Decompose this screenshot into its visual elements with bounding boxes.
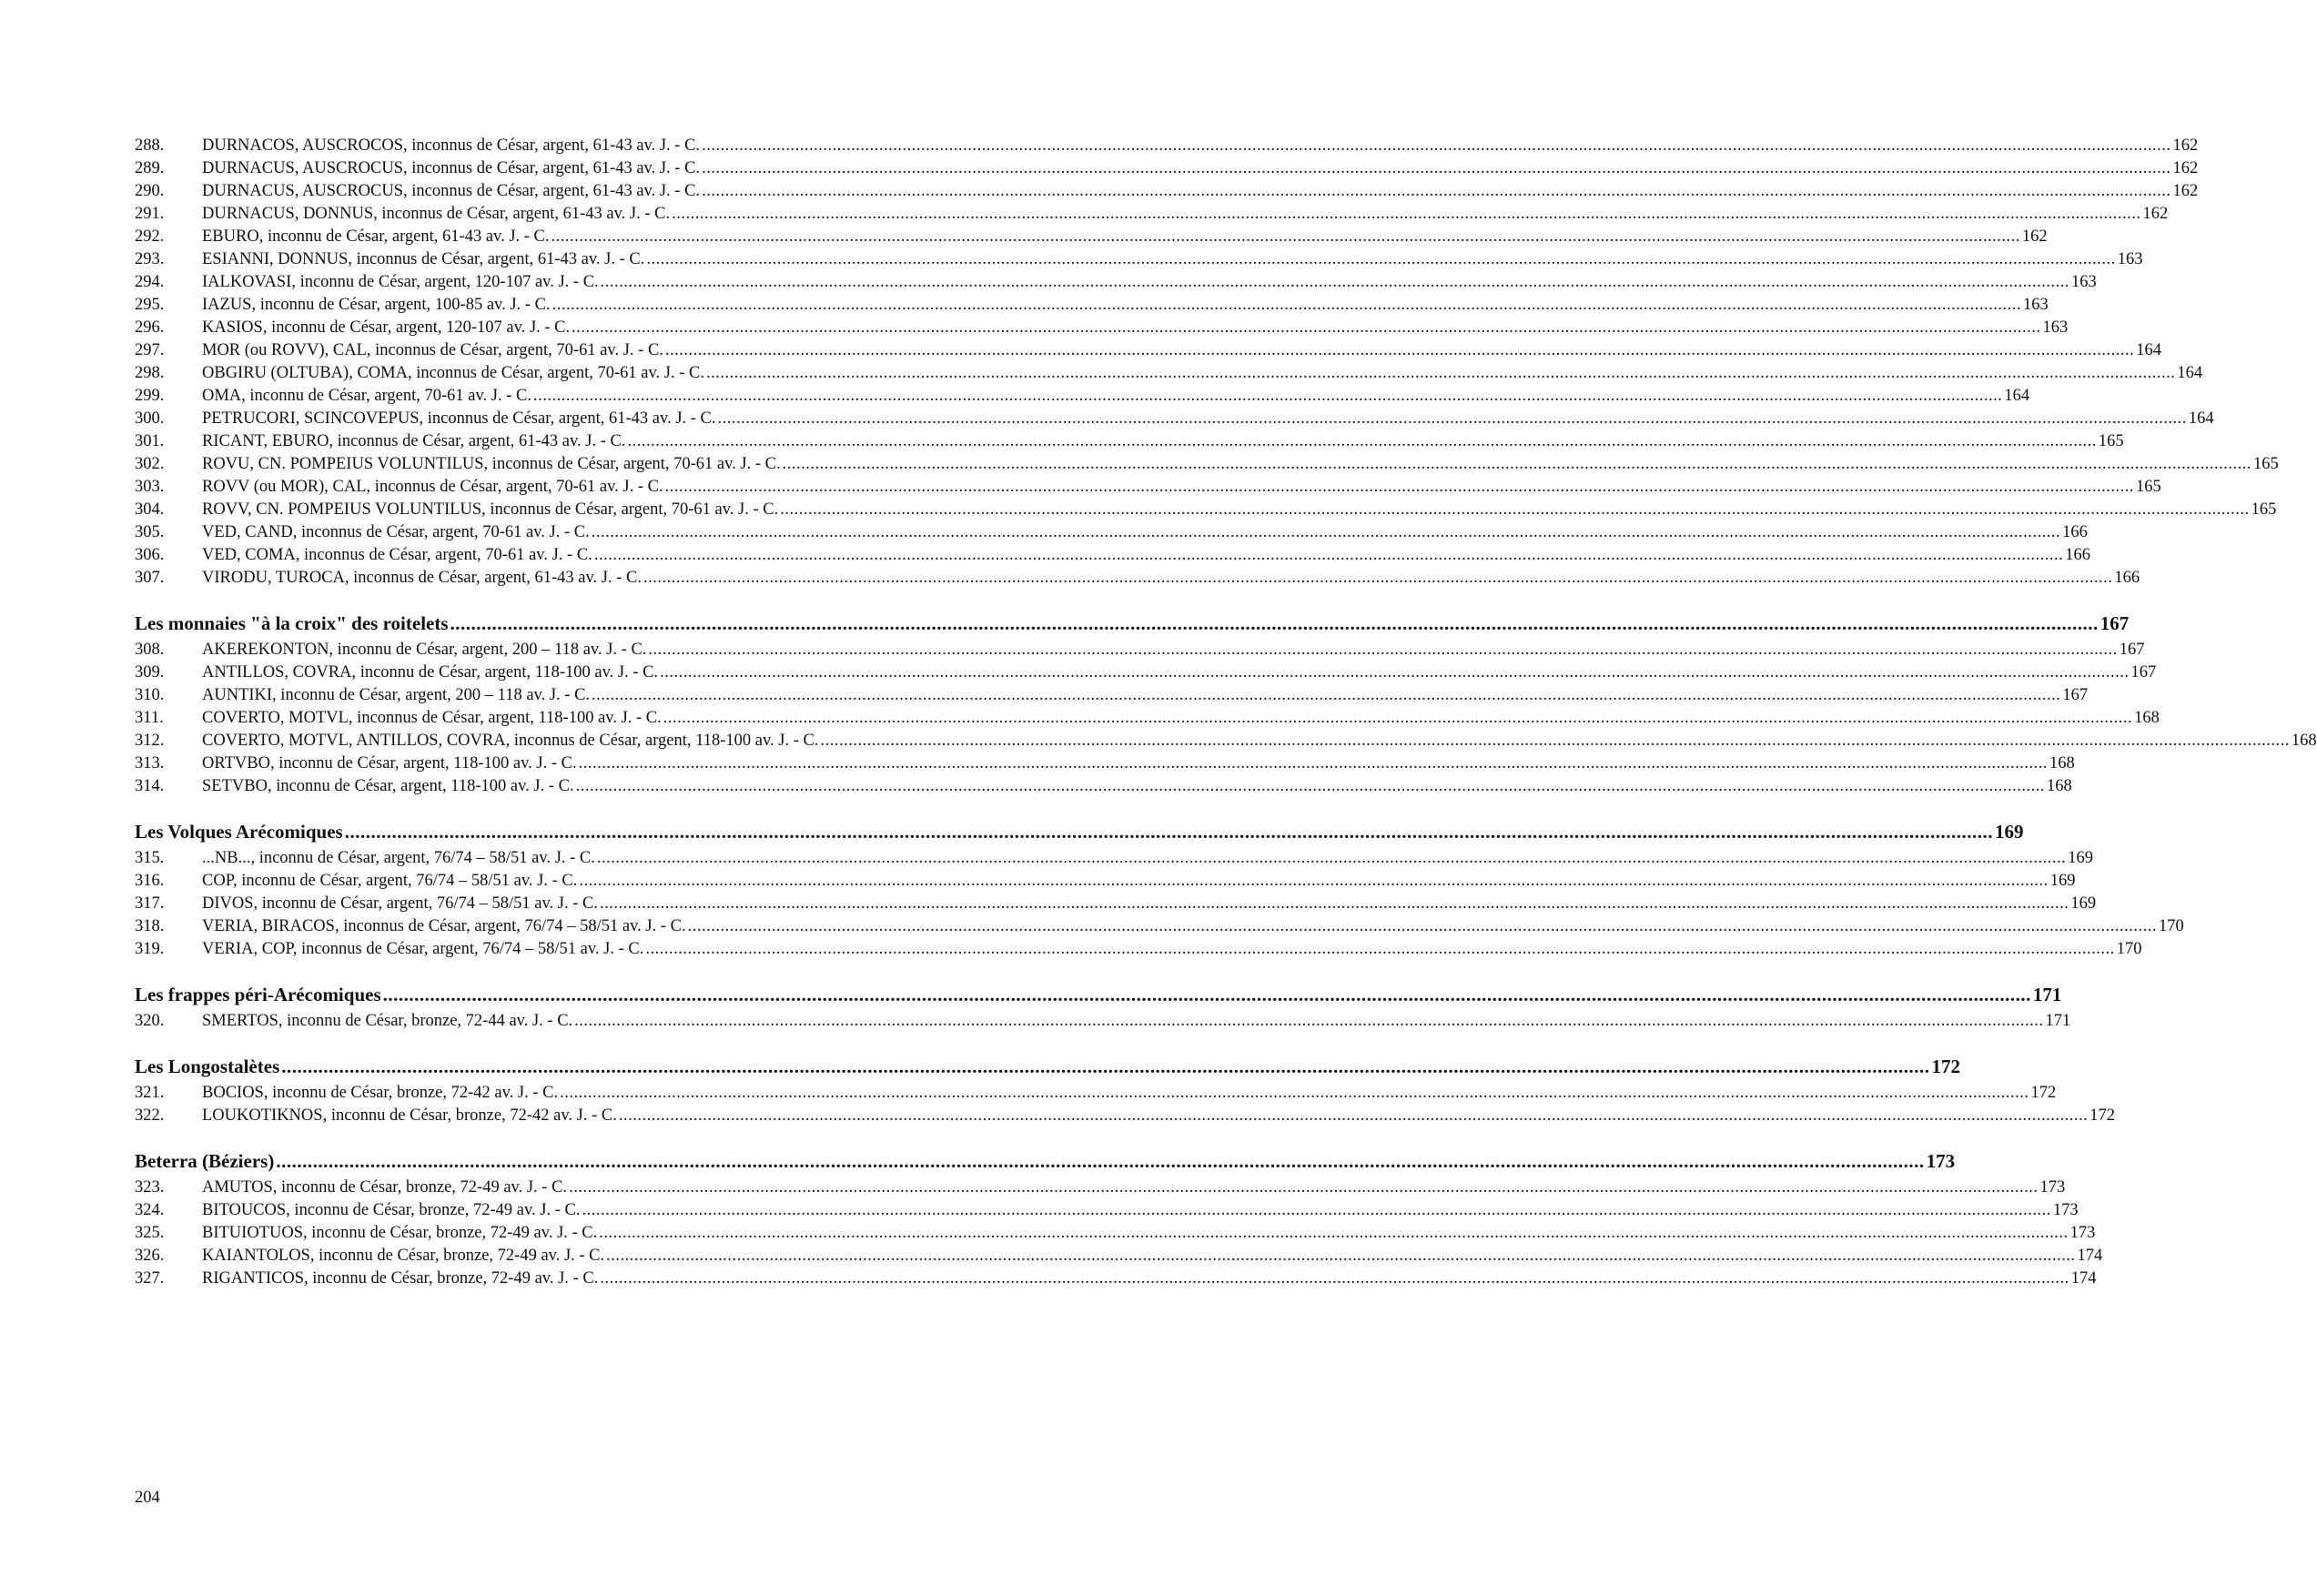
entry-number: 308. bbox=[135, 641, 165, 659]
entry-page: 166 bbox=[2114, 569, 2140, 587]
dot-leader bbox=[627, 430, 2096, 453]
dot-leader bbox=[574, 1010, 2043, 1033]
entry-number: 297. bbox=[135, 341, 165, 359]
section-title: Beterra (Béziers) bbox=[135, 1150, 275, 1172]
entry-title: DURNACUS, DONNUS, inconnus de César, argent, 61-43 av. J. - C. bbox=[202, 205, 671, 223]
dot-leader bbox=[619, 1105, 2088, 1127]
entry-page: 172 bbox=[2089, 1106, 2115, 1125]
entry-title: DURNACUS, AUSCROCUS, inconnus de César, argent, 61-43 av. J. - C. bbox=[202, 159, 701, 177]
entry-title: SMERTOS, inconnu de César, bronze, 72-44 av. J. - C. bbox=[202, 1012, 573, 1030]
toc-entry bbox=[135, 639, 2145, 662]
dot-leader bbox=[281, 1051, 1929, 1082]
dot-leader bbox=[276, 1146, 1924, 1177]
dot-leader bbox=[383, 979, 2031, 1010]
dot-leader bbox=[576, 775, 2045, 798]
entry-title: IAZUS, inconnu de César, argent, 100-85 av. J. - C. bbox=[202, 296, 551, 314]
entry-number: 288. bbox=[135, 136, 165, 155]
dot-leader bbox=[600, 1268, 2069, 1290]
entry-page: 172 bbox=[2030, 1084, 2057, 1102]
entry-number: 299. bbox=[135, 387, 165, 405]
entry-title: KASIOS, inconnu de César, argent, 120-107 av. J. - C. bbox=[202, 318, 571, 337]
entry-page: 164 bbox=[2177, 364, 2203, 382]
toc-entry bbox=[135, 476, 2161, 499]
dot-leader bbox=[572, 317, 2040, 339]
dot-leader bbox=[579, 753, 2048, 775]
entry-page: 166 bbox=[2065, 546, 2090, 564]
entry-page: 164 bbox=[2004, 387, 2030, 405]
entry-title: VERIA, COP, inconnus de César, argent, 76/74 – 58/51 av. J. - C. bbox=[202, 940, 644, 958]
dot-leader bbox=[702, 157, 2170, 180]
entry-page: 165 bbox=[2251, 500, 2277, 519]
entry-title: RICANT, EBURO, inconnus de César, argent, 61-43 av. J. - C. bbox=[202, 432, 626, 450]
dot-leader bbox=[648, 639, 2117, 662]
dot-leader bbox=[646, 248, 2115, 271]
entry-title: PETRUCORI, SCINCOVEPUS, inconnus de César, argent, 61-43 av. J. - C. bbox=[202, 409, 716, 428]
entry-page: 173 bbox=[2039, 1178, 2066, 1197]
dot-leader bbox=[820, 730, 2289, 753]
dot-leader bbox=[551, 226, 2020, 248]
dot-leader bbox=[552, 294, 2021, 317]
entry-number: 320. bbox=[135, 1012, 165, 1030]
dot-leader bbox=[645, 938, 2114, 961]
toc-entry bbox=[135, 294, 2049, 317]
toc-entry bbox=[135, 408, 2214, 430]
entry-page: 167 bbox=[2130, 663, 2157, 682]
toc-entry bbox=[135, 362, 2203, 385]
entry-page: 163 bbox=[2042, 318, 2069, 337]
section-page: 167 bbox=[2099, 612, 2130, 634]
entry-page: 162 bbox=[2142, 205, 2169, 223]
toc-entry bbox=[135, 544, 2090, 567]
section-heading bbox=[135, 1051, 1960, 1082]
entry-page: 165 bbox=[2135, 478, 2161, 496]
entry-number: 310. bbox=[135, 686, 165, 704]
entry-number: 327. bbox=[135, 1269, 165, 1288]
entry-number: 301. bbox=[135, 432, 165, 450]
toc-entry bbox=[135, 684, 2089, 707]
entry-page: 162 bbox=[2021, 227, 2048, 246]
entry-number: 302. bbox=[135, 455, 165, 473]
entry-number: 315. bbox=[135, 849, 165, 867]
toc-entry bbox=[135, 1105, 2115, 1127]
entry-page: 168 bbox=[2134, 709, 2160, 727]
section-page: 171 bbox=[2032, 984, 2062, 1005]
entry-number: 291. bbox=[135, 205, 165, 223]
dot-leader bbox=[579, 870, 2048, 893]
entry-title: AMUTOS, inconnu de César, bronze, 72-49 av. J. - C. bbox=[202, 1178, 568, 1197]
entry-title: LOUKOTIKNOS, inconnu de César, bronze, 72-42 av. J. - C. bbox=[202, 1106, 617, 1125]
dot-leader bbox=[718, 408, 2187, 430]
dot-leader bbox=[594, 544, 2063, 567]
toc-entry bbox=[135, 339, 2162, 362]
toc-entry bbox=[135, 567, 2140, 590]
toc-entry bbox=[135, 1082, 2057, 1105]
entry-page: 167 bbox=[2119, 641, 2145, 659]
entry-page: 162 bbox=[2172, 182, 2199, 200]
toc-entry bbox=[135, 385, 2030, 408]
entry-number: 289. bbox=[135, 159, 165, 177]
entry-title: ORTVBO, inconnu de César, argent, 118-100 av. J. - C. bbox=[202, 754, 577, 773]
entry-page: 169 bbox=[2068, 849, 2094, 867]
entry-number: 304. bbox=[135, 500, 165, 519]
entry-number: 309. bbox=[135, 663, 165, 682]
table-of-contents bbox=[135, 135, 2317, 1290]
entry-title: BITOUCOS, inconnu de César, bronze, 72-49 av. J. - C. bbox=[202, 1201, 581, 1219]
entry-page: 165 bbox=[2098, 432, 2124, 450]
dot-leader bbox=[560, 1082, 2029, 1105]
dot-leader bbox=[780, 499, 2249, 521]
dot-leader bbox=[706, 362, 2175, 385]
dot-leader bbox=[606, 1245, 2075, 1268]
dot-leader bbox=[660, 662, 2129, 684]
entry-title: BOCIOS, inconnu de César, bronze, 72-42 av. J. - C. bbox=[202, 1084, 559, 1102]
entry-title: ESIANNI, DONNUS, inconnus de César, argent, 61-43 av. J. - C. bbox=[202, 250, 645, 268]
entry-title: OMA, inconnu de César, argent, 70-61 av. J. - C. bbox=[202, 387, 531, 405]
dot-leader bbox=[601, 271, 2069, 294]
dot-leader bbox=[533, 385, 2002, 408]
entry-page: 169 bbox=[2070, 894, 2097, 913]
section-title: Les monnaies "à la croix" des roitelets bbox=[135, 612, 449, 634]
entry-page: 173 bbox=[2069, 1224, 2096, 1242]
toc-entry bbox=[135, 730, 2317, 753]
entry-number: 306. bbox=[135, 546, 165, 564]
entry-number: 307. bbox=[135, 569, 165, 587]
entry-page: 166 bbox=[2062, 523, 2088, 541]
entry-number: 300. bbox=[135, 409, 165, 428]
section-heading bbox=[135, 1146, 1956, 1177]
toc-entry bbox=[135, 226, 2048, 248]
toc-entry bbox=[135, 453, 2279, 476]
entry-page: 170 bbox=[2158, 917, 2184, 935]
entry-number: 325. bbox=[135, 1224, 165, 1242]
section-title: Les Longostalètes bbox=[135, 1056, 280, 1077]
toc-entry bbox=[135, 1199, 2079, 1222]
entry-number: 313. bbox=[135, 754, 165, 773]
dot-leader bbox=[665, 476, 2134, 499]
entry-title: BITUIOTUOS, inconnu de César, bronze, 72-49 av. J. - C. bbox=[202, 1224, 598, 1242]
entry-number: 305. bbox=[135, 523, 165, 541]
toc-entry bbox=[135, 157, 2199, 180]
entry-title: DURNACOS, AUSCROCOS, inconnus de César, argent, 61-43 av. J. - C. bbox=[202, 136, 701, 155]
entry-title: VERIA, BIRACOS, inconnus de César, argent, 76/74 – 58/51 av. J. - C. bbox=[202, 917, 686, 935]
entry-number: 294. bbox=[135, 273, 165, 291]
toc-entry bbox=[135, 893, 2097, 915]
toc-entry bbox=[135, 1222, 2096, 1245]
toc-entry bbox=[135, 775, 2072, 798]
entry-number: 316. bbox=[135, 872, 165, 890]
entry-number: 321. bbox=[135, 1084, 165, 1102]
dot-leader bbox=[663, 707, 2132, 730]
entry-page: 165 bbox=[2252, 455, 2279, 473]
dot-leader bbox=[450, 608, 2099, 639]
entry-number: 318. bbox=[135, 917, 165, 935]
entry-page: 163 bbox=[2071, 273, 2097, 291]
toc-entry bbox=[135, 1268, 2097, 1290]
dot-leader bbox=[665, 339, 2134, 362]
entry-title: COVERTO, MOTVL, ANTILLOS, COVRA, inconnus de César, argent, 118-100 av. J. - C. bbox=[202, 732, 819, 750]
page-number: 204 bbox=[135, 1489, 160, 1507]
entry-title: IALKOVASI, inconnu de César, argent, 120-107 av. J. - C. bbox=[202, 273, 599, 291]
entry-title: COVERTO, MOTVL, inconnus de César, argent, 118-100 av. J. - C. bbox=[202, 709, 662, 727]
section-title: Les frappes péri-Arécomiques bbox=[135, 984, 381, 1005]
entry-number: 322. bbox=[135, 1106, 165, 1125]
entry-number: 312. bbox=[135, 732, 165, 750]
entry-title: MOR (ou ROVV), CAL, inconnus de César, argent, 70-61 av. J. - C. bbox=[202, 341, 663, 359]
entry-page: 174 bbox=[2077, 1247, 2103, 1265]
entry-number: 303. bbox=[135, 478, 165, 496]
entry-number: 290. bbox=[135, 182, 165, 200]
toc-entry bbox=[135, 1010, 2071, 1033]
entry-page: 162 bbox=[2172, 159, 2199, 177]
section-title: Les Volques Arécomiques bbox=[135, 821, 343, 843]
toc-entry bbox=[135, 753, 2075, 775]
entry-title: ...NB..., inconnu de César, argent, 76/74 – 58/51 av. J. - C. bbox=[202, 849, 595, 867]
entry-page: 174 bbox=[2070, 1269, 2097, 1288]
entry-page: 163 bbox=[2117, 250, 2143, 268]
toc-entry bbox=[135, 499, 2277, 521]
dot-leader bbox=[702, 180, 2170, 203]
entry-title: KAIANTOLOS, inconnu de César, bronze, 72-49 av. J. - C. bbox=[202, 1247, 605, 1265]
dot-leader bbox=[592, 684, 2060, 707]
section-page: 169 bbox=[1994, 821, 2024, 843]
entry-number: 326. bbox=[135, 1247, 165, 1265]
entry-page: 170 bbox=[2116, 940, 2142, 958]
entry-page: 171 bbox=[2045, 1012, 2071, 1030]
entry-title: EBURO, inconnu de César, argent, 61-43 av. J. - C. bbox=[202, 227, 550, 246]
dot-leader bbox=[688, 915, 2157, 938]
entry-page: 167 bbox=[2062, 686, 2089, 704]
entry-page: 169 bbox=[2049, 872, 2076, 890]
entry-number: 295. bbox=[135, 296, 165, 314]
entry-page: 168 bbox=[2049, 754, 2075, 773]
entry-page: 173 bbox=[2052, 1201, 2079, 1219]
entry-page: 168 bbox=[2046, 777, 2072, 795]
entry-title: AUNTIKI, inconnu de César, argent, 200 – 118 av. J. - C. bbox=[202, 686, 591, 704]
toc-entry bbox=[135, 847, 2094, 870]
entry-number: 298. bbox=[135, 364, 165, 382]
entry-title: OBGIRU (OLTUBA), COMA, inconnus de César, argent, 70-61 av. J. - C. bbox=[202, 364, 704, 382]
dot-leader bbox=[569, 1177, 2038, 1199]
dot-leader bbox=[600, 893, 2069, 915]
section-page: 173 bbox=[1926, 1150, 1956, 1172]
entry-number: 293. bbox=[135, 250, 165, 268]
section-heading bbox=[135, 979, 2062, 1010]
entry-number: 317. bbox=[135, 894, 165, 913]
toc-entry bbox=[135, 707, 2160, 730]
section-heading bbox=[135, 816, 2024, 847]
entry-page: 168 bbox=[2291, 732, 2317, 750]
toc-entry bbox=[135, 180, 2199, 203]
toc-entry bbox=[135, 430, 2124, 453]
entry-page: 164 bbox=[2136, 341, 2162, 359]
dot-leader bbox=[582, 1199, 2050, 1222]
section-heading bbox=[135, 608, 2130, 639]
entry-page: 162 bbox=[2172, 136, 2199, 155]
section-page: 172 bbox=[1931, 1056, 1960, 1077]
toc-entry bbox=[135, 271, 2097, 294]
entry-title: ROVU, CN. POMPEIUS VOLUNTILUS, inconnus de César, argent, 70-61 av. J. - C. bbox=[202, 455, 781, 473]
dot-leader bbox=[599, 1222, 2068, 1245]
dot-leader bbox=[345, 816, 1993, 847]
entry-title: AKEREKONTON, inconnu de César, argent, 200 – 118 av. J. - C. bbox=[202, 641, 647, 659]
entry-number: 324. bbox=[135, 1201, 165, 1219]
entry-title: VED, CAND, inconnus de César, argent, 70-61 av. J. - C. bbox=[202, 523, 590, 541]
entry-title: RIGANTICOS, inconnu de César, bronze, 72-49 av. J. - C. bbox=[202, 1269, 599, 1288]
toc-entry bbox=[135, 915, 2184, 938]
toc-entry bbox=[135, 317, 2069, 339]
entry-title: DURNACUS, AUSCROCUS, inconnus de César, argent, 61-43 av. J. - C. bbox=[202, 182, 701, 200]
toc-entry bbox=[135, 135, 2199, 157]
entry-number: 314. bbox=[135, 777, 165, 795]
dot-leader bbox=[597, 847, 2066, 870]
toc-entry bbox=[135, 662, 2157, 684]
entry-title: COP, inconnu de César, argent, 76/74 – 58/51 av. J. - C. bbox=[202, 872, 578, 890]
entry-title: VED, COMA, inconnus de César, argent, 70-61 av. J. - C. bbox=[202, 546, 592, 564]
toc-entry bbox=[135, 248, 2143, 271]
entry-title: ROVV (ou MOR), CAL, inconnus de César, argent, 70-61 av. J. - C. bbox=[202, 478, 663, 496]
toc-entry bbox=[135, 1245, 2103, 1268]
toc-entry bbox=[135, 870, 2076, 893]
entry-number: 296. bbox=[135, 318, 165, 337]
dot-leader bbox=[702, 135, 2170, 157]
entry-page: 164 bbox=[2188, 409, 2214, 428]
entry-title: VIRODU, TUROCA, inconnus de César, argent, 61-43 av. J. - C. bbox=[202, 569, 642, 587]
entry-title: DIVOS, inconnu de César, argent, 76/74 – 58/51 av. J. - C. bbox=[202, 894, 598, 913]
entry-title: SETVBO, inconnu de César, argent, 118-100 av. J. - C. bbox=[202, 777, 574, 795]
entry-number: 323. bbox=[135, 1178, 165, 1197]
entry-number: 319. bbox=[135, 940, 165, 958]
entry-title: ROVV, CN. POMPEIUS VOLUNTILUS, inconnus de César, argent, 70-61 av. J. - C. bbox=[202, 500, 779, 519]
entry-number: 311. bbox=[135, 709, 164, 727]
entry-page: 163 bbox=[2022, 296, 2049, 314]
dot-leader bbox=[783, 453, 2251, 476]
dot-leader bbox=[643, 567, 2112, 590]
entry-number: 292. bbox=[135, 227, 165, 246]
dot-leader bbox=[672, 203, 2140, 226]
toc-entry bbox=[135, 938, 2142, 961]
toc-entry bbox=[135, 1177, 2066, 1199]
toc-entry bbox=[135, 203, 2169, 226]
dot-leader bbox=[592, 521, 2060, 544]
entry-title: ANTILLOS, COVRA, inconnu de César, argent, 118-100 av. J. - C. bbox=[202, 663, 659, 682]
toc-entry bbox=[135, 521, 2088, 544]
